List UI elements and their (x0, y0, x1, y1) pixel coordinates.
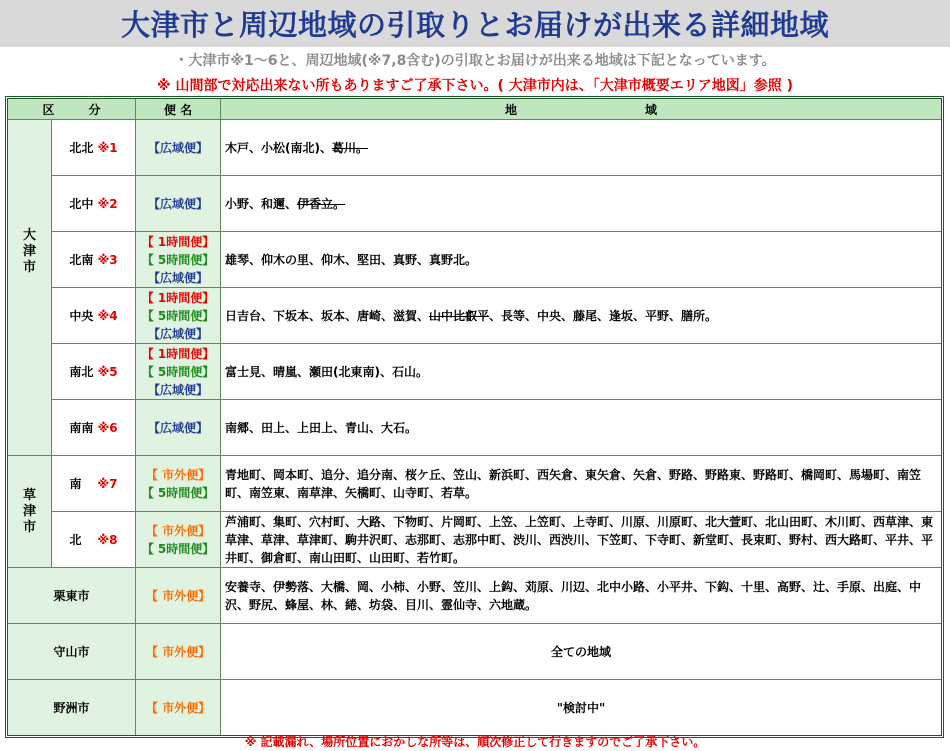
service-1h: 【 1時間便】 (141, 234, 215, 249)
area-text: 木戸、小松(南北)、 (225, 140, 332, 155)
district-name: 北南 (69, 253, 94, 267)
district-cell (52, 400, 136, 456)
service-5h: 【 5時間便】 (141, 485, 215, 500)
service-cell (136, 624, 221, 680)
table-row (8, 344, 941, 400)
division-header-a: 区 (42, 102, 55, 117)
service-wide: 【広域便】 (147, 140, 208, 155)
division-header (8, 99, 136, 120)
area-header-b: 域 (645, 102, 658, 117)
district-mark: ※7 (97, 477, 118, 491)
area-cell: "検討中" (221, 680, 941, 735)
city-cell: 栗東市 (8, 568, 136, 624)
area-cell: 芦浦町、集町、穴村町、大路、下物町、片岡町、上笠、上笠町、上寺町、川原、川原町、北大萱町、北山田町、木川町、西草津、東草津、草津、草津町、駒井沢町、志那町、志那中町、渋川、西渋川、下笠町、下寺町、新堂町、長束町、野村、西大路町、平井、平井町、御倉町、南山田町、山田町、若竹町。 (221, 512, 941, 568)
table-row (8, 176, 941, 232)
table-row (8, 624, 941, 680)
service-cell (136, 232, 221, 288)
area-text-struck: 葛川。 (331, 140, 368, 155)
service-outside: 【 市外便】 (145, 644, 211, 659)
service-cell (136, 176, 221, 232)
area-cell (221, 176, 941, 232)
table-row (8, 232, 941, 288)
area-cell: 安養寺、伊勢落、大橋、岡、小柿、小野、笠川、上鈎、苅原、川辺、北中小路、小平井、下鈎、十里、高野、辻、手原、出庭、中沢、野尻、蜂屋、林、綣、坊袋、目川、霊仙寺、六地蔵。 (221, 568, 941, 624)
title-band (0, 0, 950, 47)
district-cell (52, 344, 136, 400)
district-cell (52, 456, 136, 512)
footnote: ※ 記載漏れ、場所位置におかしな所等は、順次修正して行きますのでご了承下さい。 (244, 735, 706, 749)
service-1h: 【 1時間便】 (141, 290, 215, 305)
intro-note: ・大津市※1～6と、周辺地域(※7,8含む)の引取とお届けが出来る地域は下記となっています。 (174, 53, 776, 69)
area-text-struck: 伊香立。 (297, 196, 346, 211)
district-mark: ※8 (97, 533, 118, 547)
service-cell (136, 512, 221, 568)
page-title: 大津市と周辺地域の引取りとお届けが出来る詳細地域 (120, 8, 829, 42)
district-name: 北中 (69, 197, 94, 211)
service-wide: 【広域便】 (147, 196, 208, 211)
service-header: 便 名 (136, 99, 221, 120)
service-outside: 【 市外便】 (145, 588, 211, 603)
district-name: 南北 (69, 365, 94, 379)
group-kusatsu (8, 456, 52, 568)
district-name: 南南 (69, 421, 94, 435)
area-cell: 全ての地域 (221, 624, 941, 680)
area-table (5, 96, 944, 738)
area-cell (221, 288, 941, 344)
service-1h: 【 1時間便】 (141, 346, 215, 361)
district-cell (52, 176, 136, 232)
group-kusatsu-label: 草津市 (22, 487, 36, 535)
group-otsu-label: 大津市 (22, 228, 36, 275)
service-cell (136, 344, 221, 400)
service-cell (136, 456, 221, 512)
service-wide: 【広域便】 (147, 420, 208, 435)
warning-note: ※ 山間部で対応出来ない所もありますご了承下さい。( 大津市内は、「大津市概要エリア地図」参照 ) (156, 78, 794, 94)
area-cell: 雄琴、仰木の里、仰木、堅田、真野、真野北。 (221, 232, 941, 288)
service-5h: 【 5時間便】 (141, 541, 215, 556)
district-mark: ※4 (97, 309, 118, 323)
service-5h: 【 5時間便】 (141, 364, 215, 379)
area-cell: 青地町、岡本町、追分、追分南、桜ケ丘、笠山、新浜町、西矢倉、東矢倉、矢倉、野路、野路東、野路町、橋岡町、馬場町、南笠町、南笠東、南草津、矢橋町、山寺町、若草。 (221, 456, 941, 512)
area-text: 小野、和邇、 (225, 196, 298, 211)
area-header (221, 99, 941, 120)
area-cell (221, 120, 941, 176)
table-row (8, 456, 941, 512)
area-cell: 富士見、晴嵐、瀬田(北東南)、石山。 (221, 344, 941, 400)
table-row (8, 288, 941, 344)
district-mark: ※6 (97, 421, 118, 435)
district-cell (52, 232, 136, 288)
table-row (8, 400, 941, 456)
district-cell (52, 120, 136, 176)
service-cell (136, 288, 221, 344)
group-otsu (8, 120, 52, 456)
table-row (8, 568, 941, 624)
division-header-b: 分 (88, 102, 101, 117)
district-mark: ※1 (97, 141, 118, 155)
service-outside: 【 市外便】 (145, 523, 211, 538)
table-row (8, 120, 941, 176)
service-wide: 【広域便】 (147, 270, 208, 285)
district-cell (52, 512, 136, 568)
area-text-struck: 山中比叡平 (429, 308, 490, 323)
area-text-pre: 日吉台、下坂本、坂本、唐崎、滋賀、 (225, 308, 430, 323)
service-cell (136, 568, 221, 624)
city-cell: 守山市 (8, 624, 136, 680)
service-outside: 【 市外便】 (145, 467, 211, 482)
service-cell (136, 120, 221, 176)
district-cell (52, 288, 136, 344)
service-5h: 【 5時間便】 (141, 252, 215, 267)
district-name: 中央 (69, 309, 94, 323)
table-row (8, 512, 941, 568)
district-name: 北 (69, 533, 82, 547)
table-header-row (8, 99, 941, 120)
district-mark: ※2 (97, 197, 118, 211)
area-cell: 南郷、田上、上田上、青山、大石。 (221, 400, 941, 456)
service-cell (136, 400, 221, 456)
area-header-a: 地 (504, 102, 517, 117)
service-cell (136, 680, 221, 735)
table-row (8, 680, 941, 735)
service-wide: 【広域便】 (147, 382, 208, 397)
city-cell: 野洲市 (8, 680, 136, 735)
service-5h: 【 5時間便】 (141, 308, 215, 323)
district-mark: ※3 (97, 253, 118, 267)
district-name: 南 (69, 477, 82, 491)
area-text-post: 、長等、中央、藤尾、逢坂、平野、膳所。 (489, 308, 718, 323)
service-outside: 【 市外便】 (145, 700, 211, 715)
district-name: 北北 (69, 141, 94, 155)
district-mark: ※5 (97, 365, 118, 379)
service-wide: 【広域便】 (147, 326, 208, 341)
